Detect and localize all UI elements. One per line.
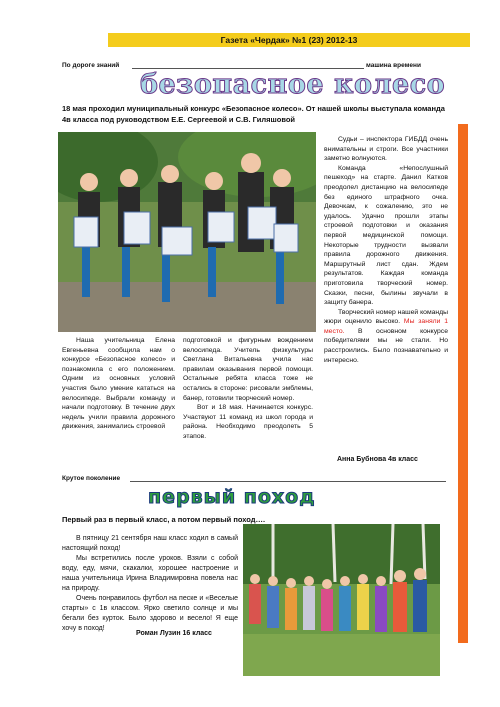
- highlight-text: Мы заняли 1 место.: [324, 318, 448, 335]
- paragraph: Мы встретились после уроков. Взяли с собой воду, еду, мячи, скакалки, хорошее настроение и наша учительница Ирина Владимировна повела нас на природу.: [62, 555, 238, 592]
- article-column-1: [62, 336, 175, 432]
- paragraph: Вот и 18 мая. Начинается конкурс. Участвуют 11 команд из школ города и района. Необходимо преодолеть 5 этапов.: [183, 404, 313, 440]
- article-title: безопасное колесо: [140, 69, 446, 100]
- article-title: первый поход: [148, 486, 316, 508]
- team-photo: [58, 132, 316, 332]
- author-signature: Анна Бубнова 4в класс: [337, 456, 418, 463]
- author-signature: Роман Лузин 16 класс: [136, 630, 212, 637]
- article-column-3: [324, 135, 448, 365]
- paragraph: подготовкой и фигурным вождением велосипеда. Учитель физкультуры Светлана Витальевна учила нас правилам оказывания первой помощи. Остальные ребята класса тоже не остались в стороне: рисовали эмблемы, банер, готовили творческий номер.: [183, 337, 313, 402]
- paragraph: Судьи – инспектора ГИБДД очень внимательны и строги. Все участники заметно волнуются.: [324, 136, 448, 163]
- text-run: В основном конкурсе победителями мы не стали. Но расстроились. Было познавательно и интересно.: [324, 327, 448, 364]
- paragraph: В пятницу 21 сентября наш класс ходил в самый настоящий поход!: [62, 535, 238, 552]
- article-lead: 18 мая проходил муниципальный конкурс «Безопасное колесо». От нашей школы выступала команда 4в класса под руководством Е.Е. Сергеевой и С.В. Гиляшовой: [62, 104, 445, 124]
- hike-photo: [243, 524, 440, 676]
- paragraph: Наша учительница Елена Евгеньевна сообщила нам о конкурсе «Безопасное колесо» и познакомила с его положением. Одним из основных условий участия было умение кататься на велосипеде. Выбрали команду и начали подготовку. В течение двух недель учили правила дорожного движения, занимались строевой: [62, 337, 175, 431]
- rubric-left: По дороге знаний: [62, 62, 120, 69]
- article-lead: Первый раз в первый класс, а потом первый поход….: [62, 515, 266, 524]
- text-run: Творческий номер нашей команды жюри оценило высоко.: [324, 308, 448, 326]
- rubric-divider: [130, 481, 446, 482]
- rubric-right: машина времени: [366, 62, 421, 69]
- paragraph: Команда «Непослушный пешеход» на старте. Данил Катков преодолел дистанцию на велосипеде без единого штрафного очка. Девочкам, к сожалению, это не удалось. Удачно прошли этапы строевой подготовки и оказания первой медицинской помощи. Некоторые трудности вызвали правила дорожного движения. Маршрутный лист сдан. Ждем результатов. Каждая команда приготовила творческий номер. Сказки, песни, былины звучали в защиту банера.: [324, 164, 448, 307]
- article-body: [62, 534, 238, 634]
- newspaper-header: Газета «Чердак» №1 (23) 2012-13: [108, 33, 470, 47]
- paragraph: [324, 308, 448, 366]
- article-column-2: [183, 336, 313, 442]
- paragraph: Очень понравилось футбол на песке и «Веселые старты» с 1в классом. Ярко светило солнце и мы бегали без курток. Было здорово и весело! Я еще хочу в поход!: [62, 595, 238, 632]
- decorative-side-bar: [458, 124, 468, 643]
- rubric-left: Крутое поколение: [62, 475, 121, 482]
